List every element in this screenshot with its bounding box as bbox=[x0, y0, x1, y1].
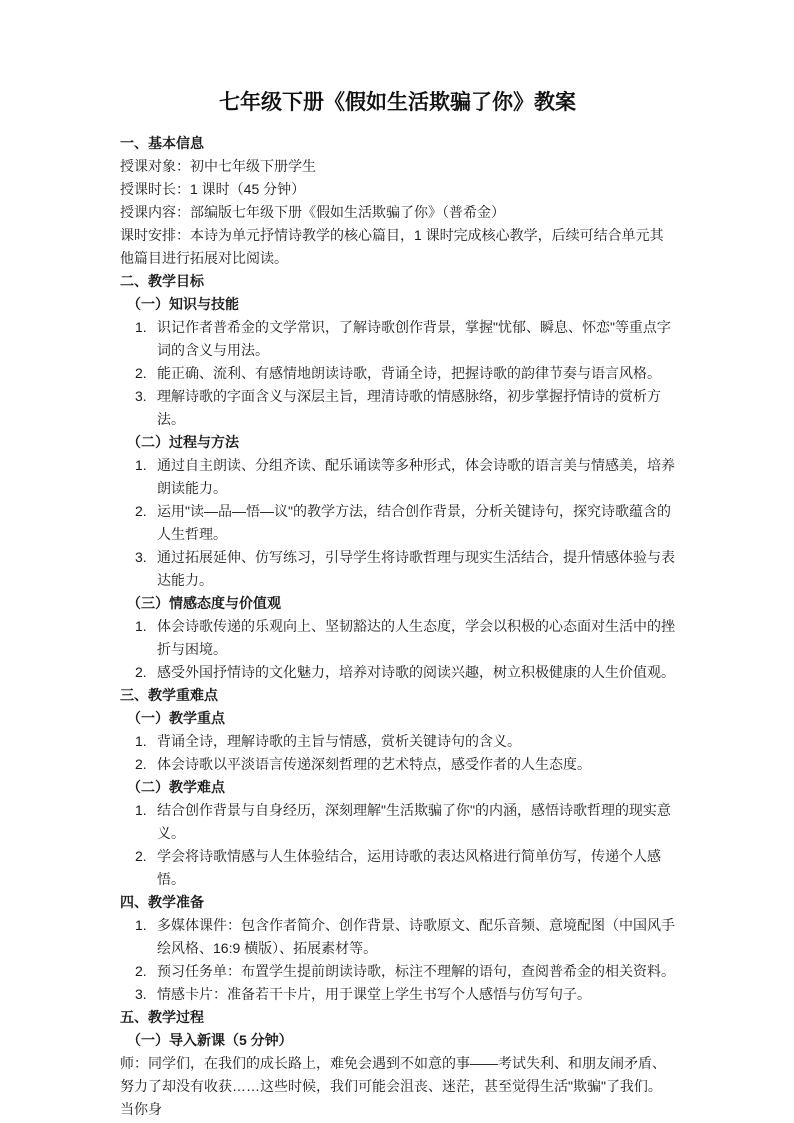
item-text: 体会诗歌以平淡语言传递深刻哲理的艺术特点，感受作者的人生态度。 bbox=[157, 756, 591, 772]
subsection-heading: （一）教学重点 bbox=[127, 710, 225, 726]
item-number: 3. bbox=[135, 986, 147, 1002]
item-text: 通过拓展延伸、仿写练习，引导学生将诗歌哲理与现实生活结合，提升情感体验与表达能力。 bbox=[157, 549, 675, 588]
subsection-heading: （二）过程与方法 bbox=[127, 434, 239, 450]
document-body bbox=[120, 132, 675, 1121]
numbered-item bbox=[120, 845, 675, 891]
subsection-heading: （一）知识与技能 bbox=[127, 296, 239, 312]
paragraph: 课时安排：本诗为单元抒情诗教学的核心篇目，1 课时完成核心教学，后续可结合单元其他篇目进行拓展对比阅读。 bbox=[120, 227, 664, 266]
numbered-item bbox=[120, 316, 675, 362]
item-number: 2. bbox=[135, 756, 147, 772]
section-heading: 二、教学目标 bbox=[120, 273, 204, 289]
item-text: 多媒体课件：包含作者简介、创作背景、诗歌原文、配乐音频、意境配图（中国风手绘风格、16:9 横版）、拓展素材等。 bbox=[157, 917, 675, 956]
item-text: 运用"读—品—悟—议"的教学方法，结合创作背景，分析关键诗句，探究诗歌蕴含的人生哲理。 bbox=[157, 503, 671, 542]
numbered-item bbox=[120, 454, 675, 500]
item-text: 通过自主朗读、分组齐读、配乐诵读等多种形式，体会诗歌的语言美与情感美，培养朗读能力。 bbox=[157, 457, 675, 496]
paragraph: 授课时长：1 课时（45 分钟） bbox=[120, 181, 306, 197]
item-number: 1. bbox=[135, 319, 147, 335]
item-number: 2. bbox=[135, 848, 147, 864]
item-number: 1. bbox=[135, 618, 147, 634]
numbered-item bbox=[120, 546, 675, 592]
subsection-heading: （三）情感态度与价值观 bbox=[127, 595, 281, 611]
item-number: 1. bbox=[135, 733, 147, 749]
item-text: 背诵全诗，理解诗歌的主旨与情感，赏析关键诗句的含义。 bbox=[157, 733, 521, 749]
paragraph: 师：同学们，在我们的成长路上，难免会遇到不如意的事——考试失利、和朋友闹矛盾、努力了却没有收获……这些时候，我们可能会沮丧、迷茫，甚至觉得生活"欺骗"了我们。当你身 bbox=[120, 1055, 666, 1117]
paragraph: 授课内容：部编版七年级下册《假如生活欺骗了你》（普希金） bbox=[120, 204, 505, 220]
item-text: 感受外国抒情诗的文化魅力，培养对诗歌的阅读兴趣，树立积极健康的人生价值观。 bbox=[157, 664, 675, 680]
item-text: 情感卡片：准备若干卡片，用于课堂上学生书写个人感悟与仿写句子。 bbox=[157, 986, 591, 1002]
item-number: 2. bbox=[135, 963, 147, 979]
item-number: 1. bbox=[135, 917, 147, 933]
numbered-item bbox=[120, 661, 675, 684]
numbered-item bbox=[120, 615, 675, 661]
item-number: 3. bbox=[135, 549, 147, 565]
item-number: 3. bbox=[135, 388, 147, 404]
item-text: 学会将诗歌情感与人生体验结合，运用诗歌的表达风格进行简单仿写，传递个人感悟。 bbox=[157, 848, 661, 887]
item-text: 结合创作背景与自身经历，深刻理解"生活欺骗了你"的内涵，感悟诗歌哲理的现实意义。 bbox=[157, 802, 671, 841]
section-heading: 三、教学重难点 bbox=[120, 687, 218, 703]
numbered-item bbox=[120, 914, 675, 960]
item-text: 理解诗歌的字面含义与深层主旨，理清诗歌的情感脉络，初步掌握抒情诗的赏析方法。 bbox=[157, 388, 661, 427]
item-number: 2. bbox=[135, 503, 147, 519]
item-text: 体会诗歌传递的乐观向上、坚韧豁达的人生态度，学会以积极的心态面对生活中的挫折与困境。 bbox=[157, 618, 675, 657]
numbered-item bbox=[120, 983, 675, 1006]
numbered-item bbox=[120, 362, 675, 385]
subsection-heading: （一）导入新课（5 分钟） bbox=[127, 1032, 293, 1048]
item-text: 能正确、流利、有感情地朗读诗歌，背诵全诗，把握诗歌的韵律节奏与语言风格。 bbox=[157, 365, 661, 381]
numbered-item bbox=[120, 753, 675, 776]
section-heading: 一、基本信息 bbox=[120, 135, 204, 151]
item-text: 识记作者普希金的文学常识，了解诗歌创作背景，掌握"忧郁、瞬息、怀恋"等重点字词的含义与用法。 bbox=[157, 319, 671, 358]
item-number: 1. bbox=[135, 802, 147, 818]
paragraph: 授课对象：初中七年级下册学生 bbox=[120, 158, 316, 174]
item-number: 1. bbox=[135, 457, 147, 473]
item-text: 预习任务单：布置学生提前朗读诗歌，标注不理解的语句，查阅普希金的相关资料。 bbox=[157, 963, 675, 979]
numbered-item bbox=[120, 385, 675, 431]
item-number: 2. bbox=[135, 365, 147, 381]
numbered-item bbox=[120, 500, 675, 546]
subsection-heading: （二）教学难点 bbox=[127, 779, 225, 795]
section-heading: 五、教学过程 bbox=[120, 1009, 204, 1025]
section-heading: 四、教学准备 bbox=[120, 894, 204, 910]
document-title: 七年级下册《假如生活欺骗了你》教案 bbox=[219, 91, 576, 114]
numbered-item bbox=[120, 799, 675, 845]
numbered-item bbox=[120, 960, 675, 983]
numbered-item bbox=[120, 730, 675, 753]
item-number: 2. bbox=[135, 664, 147, 680]
